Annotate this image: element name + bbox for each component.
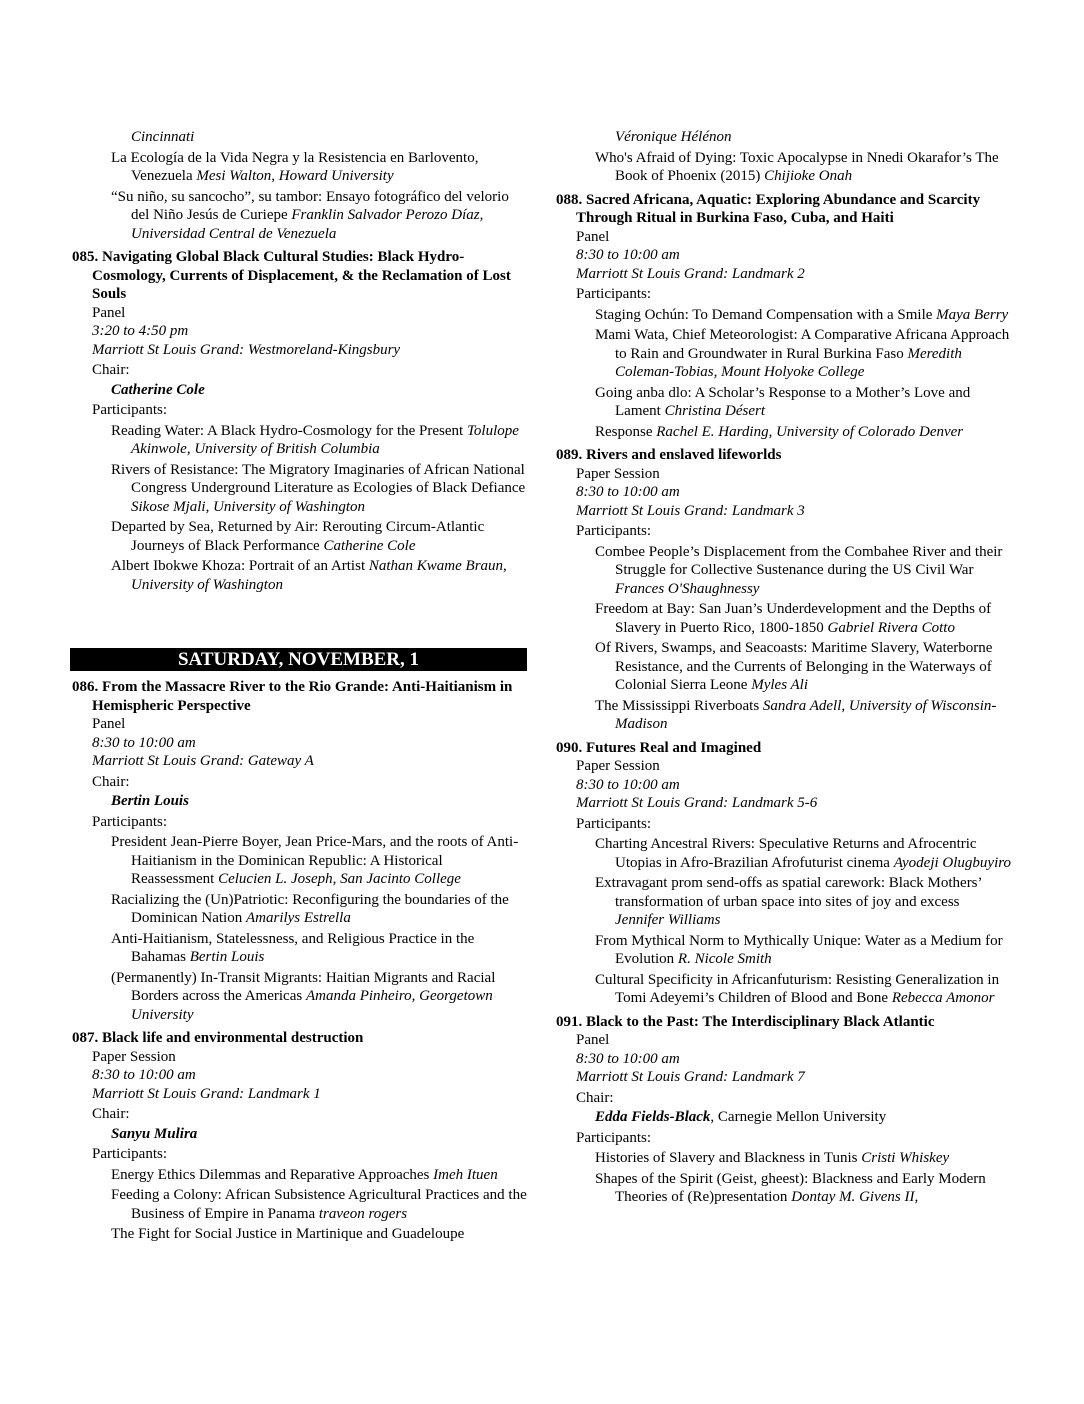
chair-name: Edda Fields-Black, Carnegie Mellon University xyxy=(595,1109,887,1125)
session-location: Marriott St Louis Grand: Westmoreland-Kingsbury xyxy=(92,341,401,358)
session-091-title: 091. Black to the Past: The Interdisciplinary Black Atlantic xyxy=(556,1013,935,1030)
paper-entry: Feeding a Colony: African Subsistence Agricultural Practices and the Business of Empire in Panama traveon rogers xyxy=(111,1187,527,1222)
paper-entry: Who's Afraid of Dying: Toxic Apocalypse in Nnedi Okarafor’s The Book of Phoenix (2015) Chijioke Onah xyxy=(595,149,999,184)
paper-entry: President Jean-Pierre Boyer, Jean Price-Mars, and the roots of Anti-Haitianism in the Dominican Republic: A Historical Reassessment Celucien L. Joseph, San Jacinto College xyxy=(111,834,519,887)
session-089-title: 089. Rivers and enslaved lifeworlds xyxy=(556,447,782,463)
session-type: Panel xyxy=(576,228,610,245)
paper-entry: Mami Wata, Chief Meteorologist: A Comparative Africana Approach to Rain and Groundwater in Rural Burkina Faso Meredith Coleman-Tobias, Mount Holyoke College xyxy=(595,327,1010,380)
session-location: Marriott St Louis Grand: Landmark 2 xyxy=(576,265,805,282)
participants-label: Participants: xyxy=(92,402,167,418)
paper-entry: Extravagant prom send-offs as spatial carework: Black Mothers’ transformation of urban space into sites of joy and excess Jennifer Williams xyxy=(595,875,982,928)
session-location: Marriott St Louis Grand: Landmark 1 xyxy=(92,1085,321,1102)
session-time: 8:30 to 10:00 am xyxy=(576,484,680,500)
paper-entry: Shapes of the Spirit (Geist, gheest): Blackness and Early Modern Theories of (Re)presentation Dontay M. Givens II, xyxy=(595,1170,986,1205)
left-column-lower xyxy=(72,678,528,1244)
continued-author: Véronique Hélénon xyxy=(615,129,732,145)
session-086-title: 086. From the Massacre River to the Rio Grande: Anti-Haitianism in Hemispheric Perspective xyxy=(72,679,513,714)
session-location: Marriott St Louis Grand: Landmark 3 xyxy=(576,502,805,519)
paper-entry: Staging Ochún: To Demand Compensation with a Smile Maya Berry xyxy=(595,306,1009,323)
paper-entry: From Mythical Norm to Mythically Unique: Water as a Medium for Evolution R. Nicole Smith xyxy=(595,932,1003,967)
session-085-title: 085. Navigating Global Black Cultural Studies: Black Hydro-Cosmology, Currents of Displacement, & the Reclamation of Lost Souls xyxy=(72,249,511,302)
paper-entry: Histories of Slavery and Blackness in Tunis Cristi Whiskey xyxy=(595,1150,950,1166)
participants-label: Participants: xyxy=(92,813,167,830)
chair-label: Chair: xyxy=(92,773,130,790)
paper-entry: Reading Water: A Black Hydro-Cosmology for the Present Tolulope Akinwole, University of British Columbia xyxy=(111,422,519,457)
session-type: Panel xyxy=(92,716,126,732)
paper-entry: Of Rivers, Swamps, and Seacoasts: Maritime Slavery, Waterborne Resistance, and the Currents of Belonging in the Waterways of Colonial Sierra Leone Myles Ali xyxy=(595,640,993,693)
paper-entry: Response Rachel E. Harding, University of Colorado Denver xyxy=(595,423,964,440)
chair-name: Sanyu Mulira xyxy=(111,1125,198,1142)
paper-entry: Going anba dlo: A Scholar’s Response to a Mother’s Love and Lament Christina Désert xyxy=(595,384,971,419)
session-087-title: 087. Black life and environmental destruction xyxy=(72,1030,364,1046)
paper-entry: Combee People’s Displacement from the Combahee River and their Struggle for Collective Sustenance during the US Civil War Frances O'Shaughnessy xyxy=(595,543,1003,597)
session-time: 3:20 to 4:50 pm xyxy=(92,323,189,339)
session-time: 8:30 to 10:00 am xyxy=(576,247,680,263)
participants-label: Participants: xyxy=(576,523,651,539)
paper-entry: Albert Ibokwe Khoza: Portrait of an Artist Nathan Kwame Braun, University of Washington xyxy=(111,558,507,593)
participants-label: Participants: xyxy=(576,815,651,832)
continued-affiliation: Cincinnati xyxy=(131,129,195,145)
participants-label: Participants: xyxy=(92,1146,167,1162)
paper-entry: The Mississippi Riverboats Sandra Adell, University of Wisconsin-Madison xyxy=(595,697,997,732)
session-location: Marriott St Louis Grand: Landmark 7 xyxy=(576,1069,805,1085)
session-location: Marriott St Louis Grand: Gateway A xyxy=(92,753,314,769)
session-type: Panel xyxy=(576,1032,610,1048)
paper-entry: “Su niño, su sancocho”, su tambor: Ensayo fotográfico del velorio del Niño Jesús de Curiepe Franklin Salvador Perozo Díaz, Universidad Central de Venezuela xyxy=(111,188,509,242)
paper-entry: (Permanently) In-Transit Migrants: Haitian Migrants and Racial Borders across the Americas Amanda Pinheiro, Georgetown University xyxy=(111,969,496,1023)
paper-entry: Departed by Sea, Returned by Air: Rerouting Circum-Atlantic Journeys of Black Performance Catherine Cole xyxy=(111,519,485,554)
chair-label: Chair: xyxy=(92,362,130,378)
paper-entry: Energy Ethics Dilemmas and Reparative Approaches Imeh Ituen xyxy=(111,1166,498,1183)
paper-entry: Racializing the (Un)Patriotic: Reconfiguring the boundaries of the Dominican Nation Amarilys Estrella xyxy=(111,891,509,926)
session-location: Marriott St Louis Grand: Landmark 5-6 xyxy=(576,795,818,811)
chair-name: Catherine Cole xyxy=(111,381,205,398)
paper-entry: La Ecología de la Vida Negra y la Resistencia en Barlovento, Venezuela Mesi Walton, Howard University xyxy=(111,149,479,184)
chair-name: Bertin Louis xyxy=(111,793,189,809)
session-time: 8:30 to 10:00 am xyxy=(576,1050,680,1067)
session-time: 8:30 to 10:00 am xyxy=(92,734,196,751)
chair-label: Chair: xyxy=(92,1106,130,1122)
session-time: 8:30 to 10:00 am xyxy=(576,776,680,793)
paper-entry: Rivers of Resistance: The Migratory Imaginaries of African National Congress Underground Literature as Ecologies of Black Defiance Sikose Mjali, University of Washington xyxy=(111,461,526,515)
participants-label: Participants: xyxy=(576,286,651,302)
paper-entry: Freedom at Bay: San Juan’s Underdevelopment and the Depths of Slavery in Puerto Rico, 1800-1850 Gabriel Rivera Cotto xyxy=(595,601,992,636)
paper-entry: The Fight for Social Justice in Martinique and Guadeloupe xyxy=(111,1226,465,1242)
paper-entry: Anti-Haitianism, Statelessness, and Religious Practice in the Bahamas Bertin Louis xyxy=(111,930,475,965)
chair-label: Chair: xyxy=(576,1089,614,1106)
paper-entry: Cultural Specificity in Africanfuturism: Resisting Generalization in Tomi Adeyemi’s Children of Blood and Bone Rebecca Amonor xyxy=(595,971,1000,1006)
session-088-title: 088. Sacred Africana, Aquatic: Exploring Abundance and Scarcity Through Ritual in Burkina Faso, Cuba, and Haiti xyxy=(556,191,981,226)
participants-label: Participants: xyxy=(576,1129,651,1146)
left-column xyxy=(72,128,528,594)
session-type: Panel xyxy=(92,304,126,321)
session-090-title: 090. Futures Real and Imagined xyxy=(556,739,762,756)
right-column xyxy=(556,128,1012,1207)
day-heading: SATURDAY, NOVEMBER, 1 xyxy=(70,648,527,671)
paper-entry: Charting Ancestral Rivers: Speculative Returns and Afrocentric Utopias in Afro-Brazilian Afrofuturist cinema Ayodeji Olugbuyiro xyxy=(595,836,1012,871)
session-type: Paper Session xyxy=(576,758,660,774)
session-type: Paper Session xyxy=(576,465,660,482)
session-time: 8:30 to 10:00 am xyxy=(92,1067,196,1083)
session-type: Paper Session xyxy=(92,1048,176,1065)
